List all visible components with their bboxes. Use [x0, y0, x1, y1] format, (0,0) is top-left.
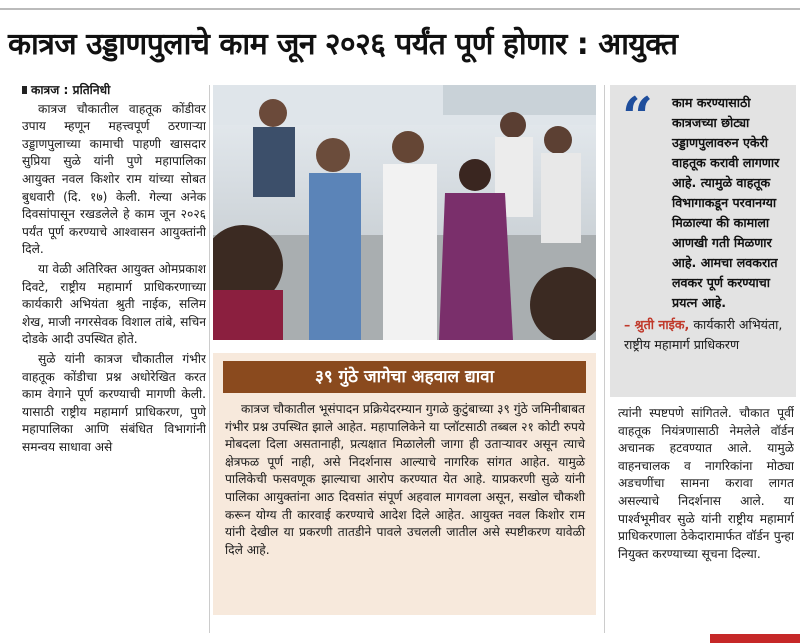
photo-illustration: [213, 85, 596, 340]
column-divider: [209, 85, 210, 633]
sidebar-body: [225, 401, 585, 559]
quote-text: काम करण्यासाठी कात्रजच्या छोट्या उड्डाणपुलावरुन एकेरी वाहतूक करावी लागणार आहे. त्यामुळे वाहतूक विभागाकडून परवानग्या मिळाल्या की कामाला आणखी गती मिळणार आहे. आमचा लवकरात लवकर पूर्ण करण्याचा प्रयत्न आहे.: [672, 95, 780, 310]
sidebar-title: ३९ गुंठे जागेचा अहवाल द्यावा: [223, 361, 586, 393]
top-rule: [0, 8, 800, 10]
paragraph: कात्रज चौकातील वाहतूक कोंडीवर उपाय म्हणून महत्त्वपूर्ण ठरणाऱ्या उड्डाणपुलाच्या कामाची पाहणी खासदार सुप्रिया सुळे यांनी पुणे महापालिका आयुक्त नवल किशोर राम यांच्या सोबत बुधवारी (दि. १७) केली. गेल्या अनेक दिवसांपासून रखडलेले हे काम जून २०२६ पर्यंत पूर्ण करण्याचे आश्वासन आयुक्तांनी दिले.: [22, 101, 206, 257]
quote-name: – श्रुती नाईक,: [624, 317, 690, 332]
quote-mark-icon: “: [622, 85, 654, 149]
paragraph: सुळे यांनी कात्रज चौकातील गंभीर वाहतूक कोंडीचा प्रश्न अधोरेखित करत काम वेगाने पूर्ण करण्याची मागणी केली. यासाठी राष्ट्रीय महामार्ग प्राधिकरण, पुणे महापालिका आणि संबंधित विभागांनी समन्वय साधावा असे: [22, 351, 206, 454]
left-column: [22, 82, 206, 638]
sidebar-story: [213, 353, 596, 615]
news-photo: [213, 85, 596, 340]
pull-quote: [610, 85, 796, 397]
quote-designation: कार्यकारी अभियंता, राष्ट्रीय महामार्ग प्राधिकरण: [624, 317, 783, 352]
next-story-strip: [710, 634, 800, 643]
column-divider: [604, 85, 605, 633]
headline: कात्रज उड्डाणपुलाचे काम जून २०२६ पर्यंत पूर्ण होणार : आयुक्त: [8, 27, 678, 62]
paragraph: या वेळी अतिरिक्त आयुक्त ओमप्रकाश दिवटे, राष्ट्रीय महामार्ग प्राधिकरणाच्या कार्यकारी अभियंता श्रुती नाईक, सलिम शेख, माजी नगरसेवक विशाल तांबे, सचिन दोडके आदी उपस्थित होते.: [22, 261, 206, 347]
bullet-square-icon: [22, 86, 27, 94]
paragraph: कात्रज चौकातील भूसंपादन प्रक्रियेदरम्यान गुगळे कुटुंबाच्या ३९ गुंठे जमिनीबाबत गंभीर प्रश्न उपस्थित झाले आहेत. महापालिकेने या प्लॉटसाठी तब्बल २१ कोटी रुपये मोबदला दिला असतानाही, प्रत्यक्षात मिळालेली जागा ही उताऱ्यावर असून त्याचे क्षेत्रफळ पूर्ण नाही, असे निदर्शनास आल्याचे नागरिक सांगत आहेत. यामुळे पालिकेची फसवणूक झाल्याचा आरोप करण्यात येत आहे. याप्रकरणी सुळे यांनी पालिका आयुक्तांना आठ दिवसांत संपूर्ण अहवाल मागवला असून, सखोल चौकशी करून योग्य ती कारवाई करण्याचे आदेश दिले आहेत. आयुक्त नवल किशोर राम यांनी देखील या प्रकरणी तातडीने पावले उचलली जातील असे स्पष्टीकरण यावेळी दिले आहे.: [225, 402, 585, 557]
right-column: [618, 405, 794, 637]
byline: [22, 82, 206, 100]
byline-text: कात्रज : प्रतिनिधी: [31, 83, 111, 97]
quote-attribution: [624, 315, 790, 355]
paragraph: त्यांनी स्पष्टपणे सांगितले. चौकात पूर्वी वाहतूक नियंत्रणासाठी नेमलेले वॉर्डन अचानक हटवण्यात आले. यामुळे वाहनचालक व नागरिकांना मोठ्या अडचणींचा सामना करावा लागत असल्याचे निदर्शनास आले. या पार्श्वभूमीवर सुळे यांनी राष्ट्रीय महामार्ग प्राधिकरणाला ठेकेदारामार्फत वॉर्डन पुन्हा नियुक्त करण्याच्या सूचना दिल्या.: [618, 406, 794, 561]
